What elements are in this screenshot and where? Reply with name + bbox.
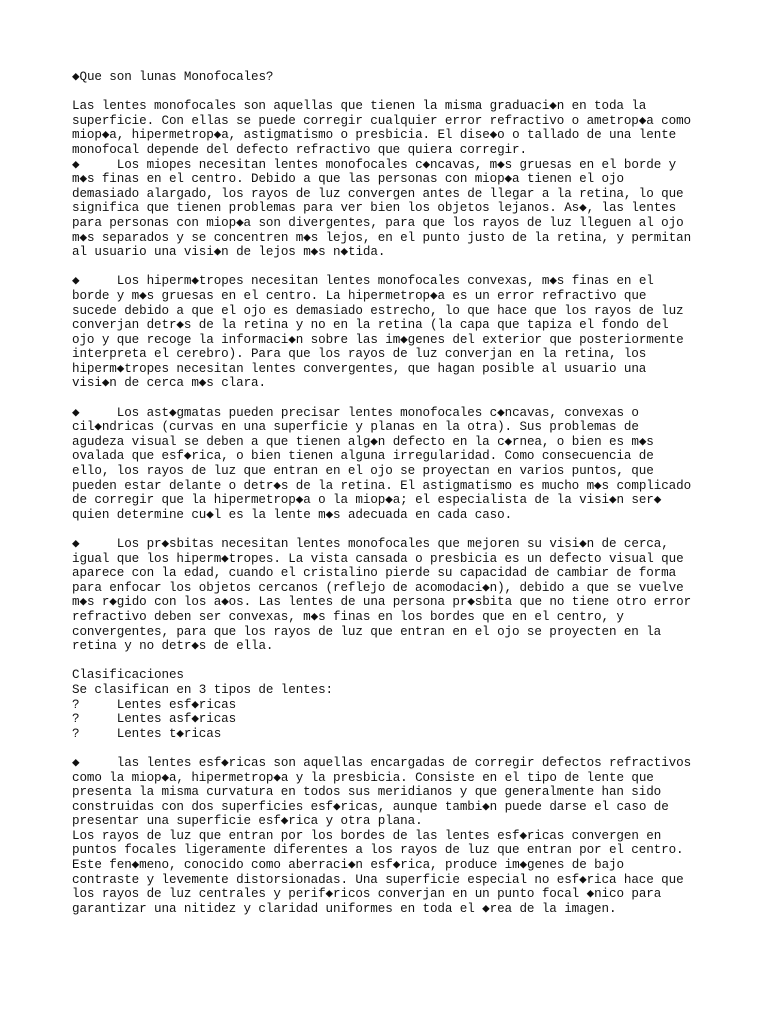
text-line: al usuario una visi◆n de lejos m◆s n◆tida. bbox=[72, 245, 386, 260]
text-line: interpreta el cerebro). Para que los rayos de luz converjan en la retina, los bbox=[72, 347, 647, 362]
text-line: puntos focales ligeramente diferentes a los rayos de luz que entran por el centro. bbox=[72, 843, 684, 858]
text-line: quien determine cu◆l es la lente m◆s adecuada en cada caso. bbox=[72, 507, 513, 522]
text-line: construidas con dos superficies esf◆ricas, aunque tambi◆n puede darse el caso de bbox=[72, 799, 669, 814]
spacer bbox=[72, 522, 712, 537]
text-line: ◆ Los ast◆gmatas pueden precisar lentes monofocales c◆ncavas, convexas o bbox=[72, 405, 639, 420]
astigmatas-paragraph bbox=[72, 406, 712, 523]
text-line: m◆s finas en el centro. Debido a que las personas con miop◆a tienen el ojo bbox=[72, 172, 624, 187]
spacer bbox=[72, 85, 712, 100]
spacer bbox=[72, 654, 712, 669]
text-line: igual que los hiperm◆tropes. La vista cansada o presbicia es un defecto visual que bbox=[72, 551, 684, 566]
text-line: presenta la misma curvatura en todos sus meridianos y que generalmente han sido bbox=[72, 785, 662, 800]
spacer bbox=[72, 391, 712, 406]
text-line: significa que tienen problemas para ver bien los objetos lejanos. As◆, las lentes bbox=[72, 201, 677, 216]
text-line: para personas con miop◆a son divergentes, para que los rayos de luz lleguen al ojo bbox=[72, 215, 684, 230]
text-line: superficie. Con ellas se puede corregir cualquier error refractivo o ametrop◆a como bbox=[72, 113, 691, 128]
text-line: ello, los rayos de luz que entran en el ojo se proyectan en varios puntos, que bbox=[72, 464, 654, 479]
list-item: ? Lentes esf◆ricas bbox=[72, 697, 237, 712]
spacer bbox=[72, 260, 712, 275]
text-line: pueden estar delante o detr◆s de la retina. El astigmatismo es mucho m◆s complicado bbox=[72, 478, 692, 493]
section-heading: Clasificaciones bbox=[72, 668, 184, 683]
text-line: Este fen◆meno, conocido como aberraci◆n esf◆rica, produce im◆genes de bajo bbox=[72, 858, 624, 873]
text-line: monofocal depende del defecto refractivo que quiera corregir. bbox=[72, 142, 527, 157]
presbitas-paragraph bbox=[72, 537, 712, 654]
esfericas-paragraph bbox=[72, 756, 712, 917]
text-line: sucede debido a que el ojo es demasiado estrecho, lo que hace que los rayos de luz bbox=[72, 303, 684, 318]
text-line: convergentes, para que los rayos de luz que entran en el ojo se proyecten en la bbox=[72, 624, 662, 639]
clasificaciones-section bbox=[72, 668, 712, 741]
document-page bbox=[72, 70, 712, 916]
list-item: ? Lentes asf◆ricas bbox=[72, 712, 237, 727]
text-line: refractivo deben ser convexas, m◆s finas en los bordes que en el centro, y bbox=[72, 609, 624, 624]
text-line: presentar una superficie esf◆rica y otra plana. bbox=[72, 814, 423, 829]
text-line: los rayos de luz centrales y perif◆ricos converjan en un punto focal ◆nico para bbox=[72, 887, 662, 902]
text-line: aparece con la edad, cuando el cristalino pierde su capacidad de cambiar de forma bbox=[72, 566, 677, 581]
text-line: ◆ Los pr◆sbitas necesitan lentes monofocales que mejoren su visi◆n de cerca, bbox=[72, 537, 669, 551]
text-line: miop◆a, hipermetrop◆a, astigmatismo o presbicia. El dise◆o o tallado de una lente bbox=[72, 128, 677, 143]
list-item: ? Lentes t◆ricas bbox=[72, 726, 222, 741]
text-line: ◆ Los miopes necesitan lentes monofocales c◆ncavas, m◆s gruesas en el borde y bbox=[72, 157, 677, 172]
text-line: ovalada que esf◆rica, o bien tienen alguna irregularidad. Como consecuencia de bbox=[72, 449, 654, 464]
text-line: de corregir que la hipermetrop◆a o la miop◆a; el especialista de la visi◆n ser◆ bbox=[72, 493, 662, 508]
text-line: Los rayos de luz que entran por los bordes de las lentes esf◆ricas convergen en bbox=[72, 828, 662, 843]
miopes-paragraph bbox=[72, 158, 712, 260]
hipermetropes-paragraph bbox=[72, 274, 712, 391]
text-line: demasiado alargado, los rayos de luz convergen antes de llegar a la retina, lo que bbox=[72, 186, 684, 201]
text-line: Se clasifican en 3 tipos de lentes: bbox=[72, 682, 334, 697]
spacer bbox=[72, 741, 712, 756]
text-line: garantizar una nitidez y claridad uniformes en toda el ◆rea de la imagen. bbox=[72, 901, 617, 916]
text-line: converjan detr◆s de la retina y no en la retina (la capa que tapiza el fondo del bbox=[72, 318, 669, 333]
intro-paragraph bbox=[72, 99, 712, 157]
text-line: Las lentes monofocales son aquellas que tienen la misma graduaci◆n en toda la bbox=[72, 99, 647, 114]
document-title: ◆Que son lunas Monofocales? bbox=[72, 70, 274, 84]
text-line: cil◆ndricas (curvas en una superficie y planas en la otra). Sus problemas de bbox=[72, 420, 639, 435]
text-line: para enfocar los objetos cercanos (reflejo de acomodaci◆n), debido a que se vuelve bbox=[72, 580, 684, 595]
text-line: m◆s r◆gido con los a◆os. Las lentes de una persona pr◆sbita que no tiene otro error bbox=[72, 595, 692, 610]
text-line: como la miop◆a, hipermetrop◆a y la presbicia. Consiste en el tipo de lente que bbox=[72, 770, 654, 785]
text-line: visi◆n de cerca m◆s clara. bbox=[72, 376, 266, 391]
text-line: borde y m◆s gruesas en el centro. La hipermetrop◆a es un error refractivo que bbox=[72, 288, 647, 303]
text-line: hiperm◆tropes necesitan lentes convergentes, que hagan posible al usuario una bbox=[72, 361, 647, 376]
text-line: ◆ las lentes esf◆ricas son aquellas encargadas de corregir defectos refractivos bbox=[72, 755, 692, 770]
text-line: m◆s separados y se concentren m◆s lejos, en el punto justo de la retina, y permitan bbox=[72, 230, 692, 245]
text-line: agudeza visual se deben a que tienen alg◆n defecto en la c◆rnea, o bien es m◆s bbox=[72, 434, 654, 449]
text-line: ojo y que recoge la informaci◆n sobre las im◆genes del exterior que posteriormente bbox=[72, 332, 684, 347]
text-line: ◆ Los hiperm◆tropes necesitan lentes monofocales convexas, m◆s finas en el bbox=[72, 274, 654, 289]
text-line: contraste y levemente distorsionadas. Una superficie especial no esf◆rica hace que bbox=[72, 872, 684, 887]
text-line: retina y no detr◆s de ella. bbox=[72, 639, 274, 654]
